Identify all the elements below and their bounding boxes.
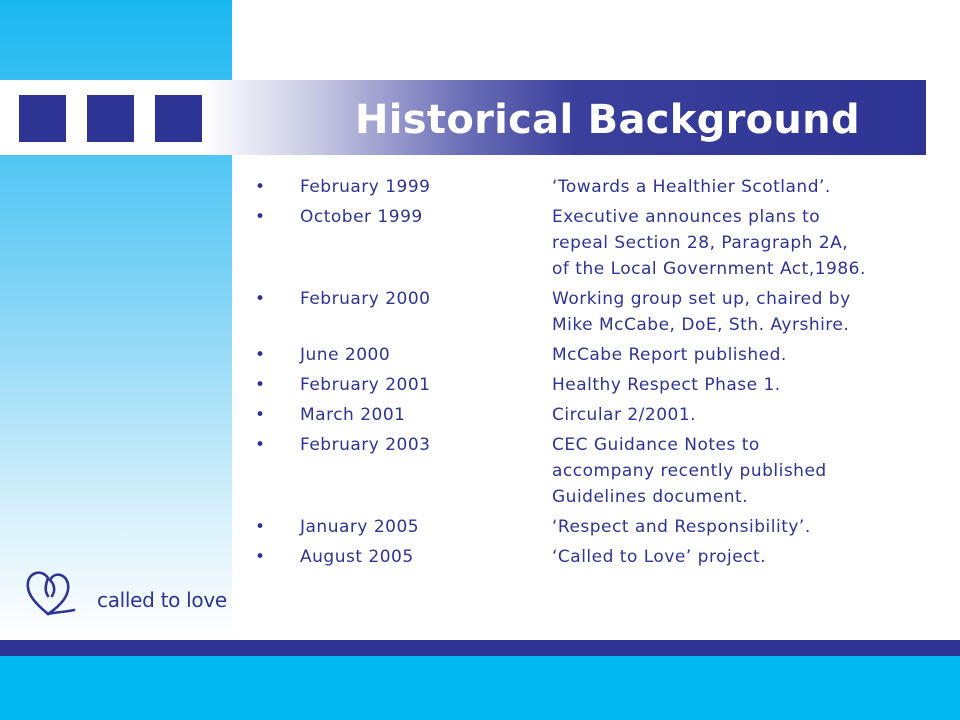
description-line: repeal Section 28, Paragraph 2A, <box>552 233 849 253</box>
description-line: CEC Guidance Notes to <box>552 435 760 455</box>
footer-navy-line <box>0 640 960 656</box>
timeline-description <box>552 432 945 510</box>
description-line: accompany recently published <box>552 461 827 481</box>
timeline-item <box>255 402 945 428</box>
decor-square-2 <box>87 95 134 142</box>
logo-text: called to love <box>97 588 227 612</box>
description-line: ‘Towards a Healthier Scotland’. <box>552 177 831 197</box>
bullet: • <box>255 517 266 537</box>
timeline-item <box>255 342 945 368</box>
description-line: ‘Called to Love’ project. <box>552 547 767 567</box>
timeline-description <box>552 514 945 540</box>
timeline-date: February 2003 <box>300 435 431 455</box>
timeline-description <box>552 286 945 338</box>
description-line: Executive announces plans to <box>552 207 821 227</box>
called-to-love-logo <box>22 566 227 618</box>
timeline-item <box>255 372 945 398</box>
bullet: • <box>255 435 266 455</box>
decor-square-3 <box>155 95 202 142</box>
timeline-date: January 2005 <box>300 517 420 537</box>
bullet: • <box>255 405 266 425</box>
timeline-description <box>552 204 945 282</box>
footer-cyan-band <box>0 656 960 720</box>
timeline-description <box>552 544 945 570</box>
description-line: of the Local Government Act,1986. <box>552 259 866 279</box>
timeline-date: February 2000 <box>300 289 431 309</box>
description-line: Circular 2/2001. <box>552 405 697 425</box>
bullet: • <box>255 289 266 309</box>
slide-title: Historical Background <box>355 97 860 143</box>
timeline-description <box>552 174 945 200</box>
timeline-date: February 2001 <box>300 375 431 395</box>
timeline-date: March 2001 <box>300 405 406 425</box>
bullet: • <box>255 177 266 197</box>
timeline-item <box>255 514 945 540</box>
timeline-description <box>552 402 945 428</box>
heart-hands-icon <box>22 566 98 618</box>
timeline-date: October 1999 <box>300 207 423 227</box>
timeline-description <box>552 372 945 398</box>
timeline-date: February 1999 <box>300 177 431 197</box>
description-line: Mike McCabe, DoE, Sth. Ayrshire. <box>552 315 850 335</box>
timeline-description <box>552 342 945 368</box>
bullet: • <box>255 547 266 567</box>
timeline-item <box>255 204 945 282</box>
bullet: • <box>255 375 266 395</box>
timeline-date: August 2005 <box>300 547 414 567</box>
timeline-date: June 2000 <box>300 345 391 365</box>
decor-square-1 <box>19 95 66 142</box>
description-line: ‘Respect and Responsibility’. <box>552 517 811 537</box>
bullet: • <box>255 345 266 365</box>
description-line: Guidelines document. <box>552 487 749 507</box>
bullet: • <box>255 207 266 227</box>
timeline-item <box>255 286 945 338</box>
timeline-item <box>255 544 945 570</box>
description-line: Healthy Respect Phase 1. <box>552 375 781 395</box>
description-line: Working group set up, chaired by <box>552 289 851 309</box>
description-line: McCabe Report published. <box>552 345 787 365</box>
timeline-list <box>255 174 945 574</box>
timeline-item <box>255 174 945 200</box>
timeline-item <box>255 432 945 510</box>
